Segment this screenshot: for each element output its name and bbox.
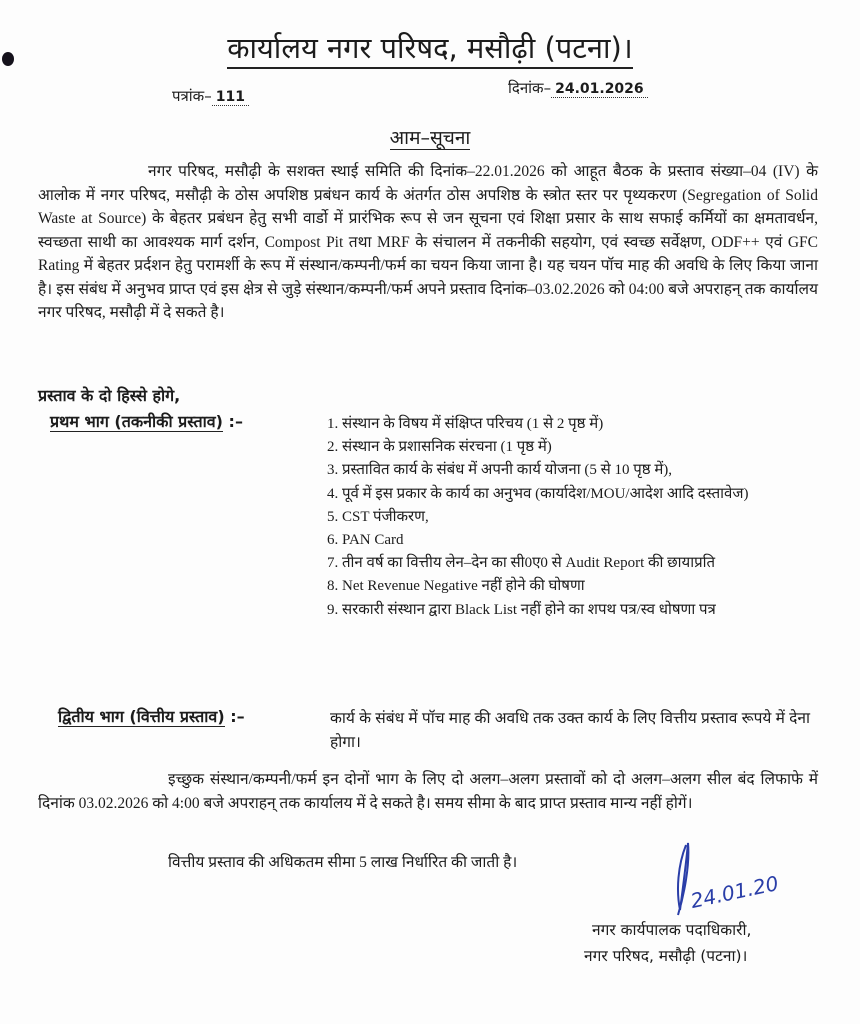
part1-label: प्रथम भाग (तकनीकी प्रस्ताव) :– <box>50 412 243 431</box>
signatory-office: नगर परिषद, मसौढ़ी (पटना)। <box>584 947 748 965</box>
paragraph-3: वित्तीय प्रस्ताव की अधिकतम सीमा 5 लाख निर्धारित की जाती है। <box>168 854 518 871</box>
paragraph-2: इच्छुक संस्थान/कम्पनी/फर्म इन दोनों भाग के लिए दो अलग–अलग प्रस्तावों को दो अलग–अलग सील बंद लिफाफे में दिनांक 03.02.2026 को 4:00 बजे अपराहन् तक कार्यालय में दे सकते है। समय सीमा के बाद प्राप्त प्रस्ताव मान्य नहीं होगें। <box>38 771 818 812</box>
notice-heading: आम–सूचना <box>389 127 471 149</box>
list-item: 5. CST पंजीकरण, <box>327 508 429 525</box>
list-item: 8. Net Revenue Negative नहीं होने की घोषणा <box>327 578 585 595</box>
list-item: 2. संस्थान के प्रशासनिक संरचना (1 पृष्ठ में) <box>327 439 552 456</box>
list-item: 1. संस्थान के विषय में संक्षिप्त परिचय (1 से 2 पृष्ठ में) <box>327 416 604 432</box>
list-item: 6. PAN Card <box>327 532 404 549</box>
paragraph-1: नगर परिषद, मसौढ़ी के सशक्त स्थाई समिति की दिनांक–22.01.2026 को आहूत बैठक के प्रस्ताव संख्या–04 (IV) के आलोक में नगर परिषद, मसौढ़ी के ठोस अपशिष्ठ प्रबंधन कार्य के अंतर्गत ठोस अपशिष्ठ के स्त्रोत स्तर पर पृथ्यकरण (Segregation of Solid Waste at Source) के बेहतर प्रबंधन हेतु सभी वार्डो में प्रारंभिक रूप से जन सूचना एवं शिक्षा प्रसार के साथ सफाई कर्मियों का क्षमतावर्धन, स्वच्छता साथी का आवश्यक मार्ग दर्शन, Compost Pit तथा MRF के संचालन में तकनीकी सहयोग, एवं स्वच्छ सर्वेक्षण, ODF++ एवं GFC Rating में बेहतर प्रर्दशन हेतु परामर्शी के रूप में संस्थान/कम्पनी/फर्म का चयन किया जाना है। यह चयन पॉच माह की अवधि के लिए किया जाना है। इस संबंध में अनुभव प्राप्त एवं इस क्षेत्र से जुड़े संस्थान/कम्पनी/फर्म अपने प्रस्ताव दिनांक–03.02.2026 को 04:00 बजे अपराहन् तक कार्यालय नगर परिषद, मसौढ़ी में दे सकते है। <box>38 163 818 321</box>
part2-text: कार्य के संबंध में पॉच माह की अवधि तक उक्त कार्य के लिए वित्तीय प्रस्ताव रूपये में देना होगा। <box>330 710 810 751</box>
list-item: 9. सरकारी संस्थान द्वारा Black List नहीं होने का शपथ पत्र/स्व धोषणा पत्र <box>327 601 716 618</box>
part2-label: द्वितीय भाग (वित्तीय प्रस्ताव) :– <box>58 707 245 726</box>
signature-date: 24.01.20 <box>688 871 781 913</box>
date-value: 24.01.2026 <box>551 81 648 98</box>
office-title: कार्यालय नगर परिषद, मसौढ़ी (पटना)। <box>0 28 860 67</box>
list-item: 4. पूर्व में इस प्रकार के कार्य का अनुभव (कार्यादेश/MOU/आदेश आदि दस्तावेज) <box>327 485 749 502</box>
document-date <box>508 78 648 98</box>
parts-intro: प्रस्ताव के दो हिस्से होगे, <box>38 386 181 405</box>
list-item: 3. प्रस्तावित कार्य के संबंध में अपनी कार्य योजना (5 से 10 पृष्ठ में), <box>327 462 673 479</box>
signatory-designation: नगर कार्यपालक पदाधिकारी, <box>592 921 752 939</box>
reference-number <box>172 86 249 106</box>
part1-items <box>327 413 807 622</box>
ref-label: पत्रांक– <box>172 87 212 105</box>
ref-number: 111 <box>212 89 249 106</box>
list-item: 7. तीन वर्ष का वित्तीय लेन–देन का सी0ए0 से Audit Report की छायाप्रति <box>327 555 716 572</box>
date-label: दिनांक– <box>508 79 552 97</box>
